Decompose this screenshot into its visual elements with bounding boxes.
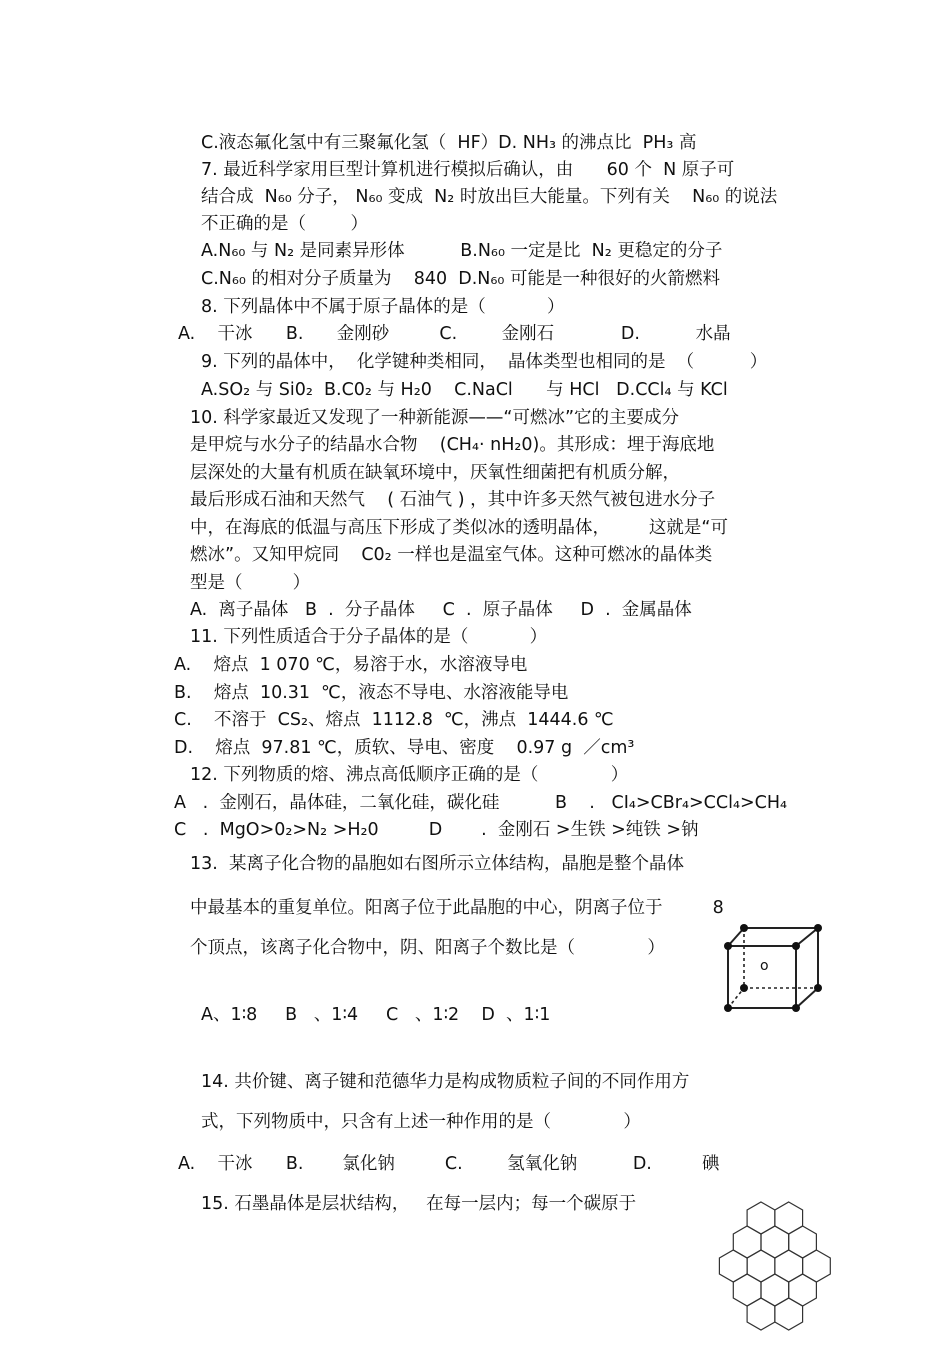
text-line-4: 不正确的是（ ） (201, 214, 369, 234)
text-line-21: B. 熔点 10.31 ℃，液态不导电、水溶液能导电 (174, 683, 569, 703)
text-line-16: 燃冰”。又知甲烷同 C0₂ 一样也是温室气体。这种可燃冰的晶体类 (190, 545, 713, 565)
text-line-14: 最后形成石油和天然气 ( 石油气 ) ，其中许多天然气被包进水分子 (190, 490, 716, 510)
text-line-30: A、1∶8 B 、1∶4 C 、1∶2 D 、1∶1 (201, 1005, 551, 1025)
graphite-hexagon (789, 1226, 817, 1258)
text-line-17: 型是（ ） (190, 573, 311, 593)
text-line-9: 9. 下列的晶体中， 化学键种类相同， 晶体类型也相同的是 （ ） (201, 352, 768, 372)
text-line-20: A. 熔点 1 070 ℃，易溶于水，水溶液导电 (174, 655, 528, 675)
graphite-hexagon (775, 1202, 803, 1234)
text-line-34: 15. 石墨晶体是层状结构， 在每一层内；每一个碳原于 (201, 1194, 637, 1214)
graphite-hexagon (747, 1250, 775, 1282)
text-line-19: 11. 下列性质适合于分子晶体的是（ ） (190, 627, 548, 647)
graphite-hexagon (789, 1274, 817, 1306)
graphite-hexagon (803, 1250, 831, 1282)
unit-cell-figure (714, 918, 826, 1018)
graphite-layer-figure (705, 1192, 865, 1347)
graphite-hexagon (733, 1226, 761, 1258)
text-line-25: A . 金刚石，晶体硅，二氧化硅，碳化硅 B . CI₄>CBr₄>CCl₄>CH₄ (174, 793, 788, 813)
graphite-hexagon (775, 1298, 803, 1330)
text-line-27: 13. 某离子化合物的晶胞如右图所示立体结构，晶胞是整个晶体 (190, 854, 684, 874)
graphite-hexagon (761, 1274, 789, 1306)
text-line-1: C.液态氟化氢中有三聚氟化氢（ HF）D. NH₃ 的沸点比 PH₃ 高 (201, 133, 697, 153)
text-line-22: C. 不溶于 CS₂、熔点 1112.8 ℃，沸点 1444.6 ℃ (174, 710, 614, 730)
text-line-29: 个顶点，该离子化合物中，阴、阳离子个数比是（ ） (190, 938, 665, 958)
text-line-7: 8. 下列晶体中不属于原子晶体的是（ ） (201, 297, 565, 317)
text-line-11: 10. 科学家最近又发现了一种新能源——“可燃冰”它的主要成分 (190, 408, 680, 428)
text-line-5: A.N₆₀ 与 N₂ 是同素异形体 B.N₆₀ 一定是比 N₂ 更稳定的分子 (201, 241, 723, 261)
cube-center-label: o (760, 958, 769, 974)
text-line-33: A. 干冰 B. 氯化钠 C. 氢氧化钠 D. 碘 (178, 1154, 720, 1174)
graphite-hexagon (747, 1298, 775, 1330)
text-line-8: A. 干冰 B. 金刚砂 C. 金刚石 D. 水晶 (178, 324, 731, 344)
text-line-26: C . MgO>0₂>N₂ >H₂0 D . 金刚石 >生铁 >纯铁 >钠 (174, 820, 699, 840)
text-line-31: 14. 共价键、离子键和范德华力是构成物质粒子间的不同作用方 (201, 1072, 690, 1092)
text-line-6: C.N₆₀ 的相对分子质量为 840 D.N₆₀ 可能是一种很好的火箭燃料 (201, 269, 720, 289)
graphite-hexagon (761, 1226, 789, 1258)
text-line-18: A. 离子晶体 B . 分子晶体 C . 原子晶体 D . 金属晶体 (190, 600, 692, 620)
text-line-12: 是甲烷与水分子的结晶水合物 (CH₄· nH₂0)。其形成：埋于海底地 (190, 435, 715, 455)
text-line-2: 7. 最近科学家用巨型计算机进行模拟后确认，由 60 个 N 原子可 (201, 160, 735, 180)
graphite-hexagon (733, 1274, 761, 1306)
graphite-hexagon (719, 1250, 747, 1282)
text-line-24: 12. 下列物质的熔、沸点高低顺序正确的是（ ） (190, 765, 629, 785)
text-line-23: D. 熔点 97.81 ℃，质软、导电、密度 0.97 g ／cm³ (174, 738, 635, 758)
text-line-3: 结合成 N₆₀ 分子， N₆₀ 变成 N₂ 时放出巨大能量。下列有关 N₆₀ 的说法 (201, 187, 778, 207)
text-line-10: A.SO₂ 与 Si0₂ B.C0₂ 与 H₂0 C.NaCl 与 HCl D.CCl₄ 与 KCl (201, 380, 728, 400)
text-line-13: 层深处的大量有机质在缺氧环境中，厌氧性细菌把有机质分解， (190, 463, 680, 483)
text-line-15: 中，在海底的低温与高压下形成了类似冰的透明晶体， 这就是“可 (190, 518, 729, 538)
graphite-hexagon (775, 1250, 803, 1282)
text-line-32: 式，下列物质中，只含有上述一种作用的是（ ） (201, 1112, 641, 1132)
text-line-28: 中最基本的重复单位。阳离子位于此晶胞的中心，阴离子位于 8 (190, 898, 724, 918)
graphite-hexagon (747, 1202, 775, 1234)
